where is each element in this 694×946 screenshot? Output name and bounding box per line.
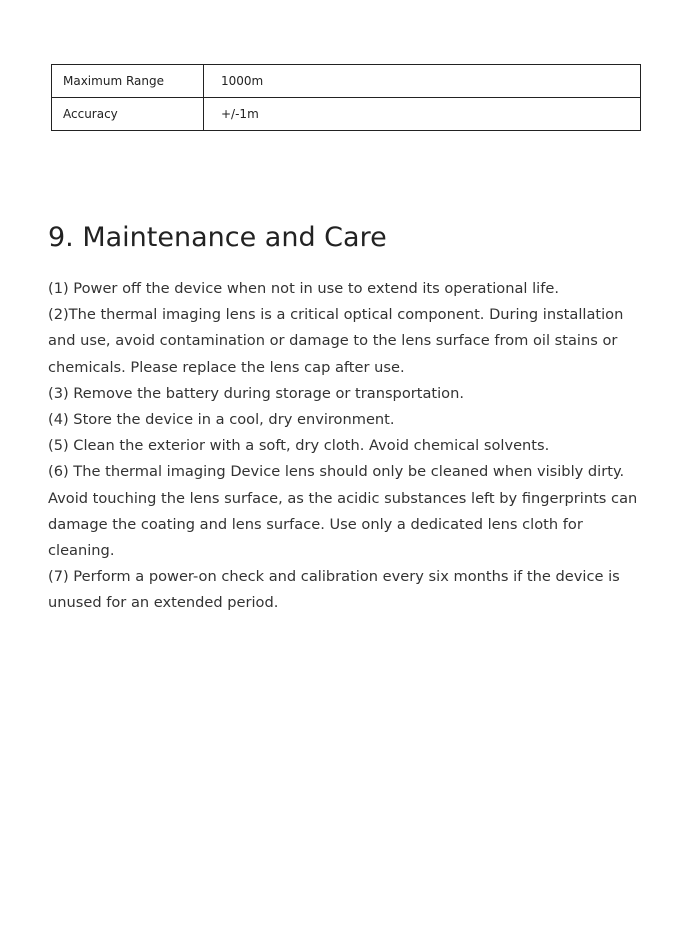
spec-label-accuracy: Accuracy — [52, 98, 204, 131]
text-line: and use, avoid contamination or damage to the lens surface from oil stains or — [48, 332, 618, 350]
spec-value-accuracy: +/-1m — [204, 98, 641, 131]
spec-value-max-range: 1000m — [204, 65, 641, 98]
text-line: (5) Clean the exterior with a soft, dry cloth. Avoid chemical solvents. — [48, 437, 550, 455]
text-line: (4) Store the device in a cool, dry environment. — [48, 411, 395, 429]
section-title: 9. Maintenance and Care — [48, 222, 387, 253]
spec-table — [51, 64, 641, 131]
spec-label-max-range: Maximum Range — [52, 65, 204, 98]
text-line: (7) Perform a power-on check and calibration every six months if the device is — [48, 568, 620, 586]
text-line: Avoid touching the lens surface, as the acidic substances left by fingerprints can — [48, 489, 638, 507]
text-line: (3) Remove the battery during storage or transportation. — [48, 384, 464, 402]
text-line: damage the coating and lens surface. Use only a dedicated lens cloth for — [48, 515, 583, 533]
maintenance-text — [48, 276, 658, 617]
text-line: (6) The thermal imaging Device lens should only be cleaned when visibly dirty. — [48, 463, 625, 481]
text-line: (2)The thermal imaging lens is a critical optical component. During installation — [48, 306, 624, 324]
table-row — [52, 65, 641, 98]
text-line: (1) Power off the device when not in use to extend its operational life. — [48, 280, 559, 297]
text-line: cleaning. — [48, 542, 115, 560]
text-line: unused for an extended period. — [48, 594, 279, 612]
text-line: chemicals. Please replace the lens cap after use. — [48, 358, 405, 376]
table-row — [52, 98, 641, 131]
